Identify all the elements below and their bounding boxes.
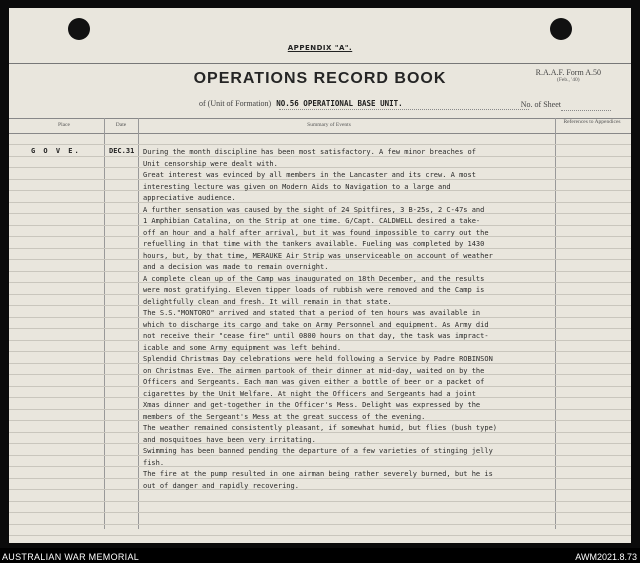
column-divider-3 bbox=[555, 118, 556, 529]
summary-of-events bbox=[143, 147, 551, 492]
sheet-dotted-line bbox=[561, 110, 611, 111]
column-header-row bbox=[9, 118, 631, 134]
event-line: A complete clean up of the Camp was inaugurated on 18th December, and the results bbox=[143, 274, 485, 283]
appendix-heading: APPENDIX "A". bbox=[287, 44, 353, 52]
event-line: out of danger and rapidly recovering. bbox=[143, 481, 299, 490]
footer-credit: AUSTRALIAN WAR MEMORIAL bbox=[2, 552, 140, 562]
event-line: hours, but, by that time, MERAUKE Air Strip was unserviceable on account of weather bbox=[143, 251, 493, 260]
ruled-line bbox=[9, 524, 631, 525]
event-line: off an hour and a half after arrival, but it was found impossible to carry out the bbox=[143, 228, 489, 237]
punch-hole-right bbox=[550, 18, 572, 40]
record-page bbox=[9, 8, 631, 543]
column-header-summary: Summary of Events bbox=[307, 122, 351, 128]
event-line: appreciative audience. bbox=[143, 194, 236, 202]
event-line: Great interest was evinced by all members in the Lancaster and its crew. A most bbox=[143, 171, 476, 179]
event-line: delightfully clean and fresh. It will remain in that state. bbox=[143, 297, 392, 306]
form-label bbox=[536, 68, 601, 83]
page-title: OPERATIONS RECORD BOOK bbox=[193, 70, 447, 87]
event-line: Unit censorship were dealt with. bbox=[143, 159, 278, 168]
ruled-line bbox=[9, 501, 631, 502]
column-divider-1 bbox=[104, 118, 105, 529]
sheet-label: No. of Sheet bbox=[520, 100, 561, 109]
event-line: cigarettes by the Unit Welfare. At night the Officers and Sergeants had a joint bbox=[143, 389, 476, 398]
unit-dotted-line bbox=[279, 109, 529, 110]
column-header-references: References to Appendices bbox=[563, 119, 621, 125]
column-header-place: Place bbox=[58, 122, 70, 128]
event-line: refuelling in that time with the tankers available. Fueling was completed by 1430 bbox=[143, 240, 485, 248]
unit-value: NO.56 OPERATIONAL BASE UNIT. bbox=[276, 99, 403, 108]
event-line: The weather remained consistently pleasant, if somewhat humid, but flies (bush type) bbox=[143, 424, 498, 432]
event-line: During the month discipline has been most satisfactory. A few minor breaches of bbox=[143, 148, 476, 156]
form-number: R.A.A.F. Form A.50 bbox=[535, 68, 601, 77]
ruled-line bbox=[9, 535, 631, 536]
event-line: Swimming has been banned pending the departure of a few varieties of stinging jelly bbox=[143, 447, 493, 455]
event-line: and a decision was made to remain overnight. bbox=[143, 263, 329, 271]
event-line: not receive their "cease fire" until 0800 hours on that day, the task was impract- bbox=[143, 332, 489, 340]
event-line: 1 Amphibian Catalina, on the Strip at one time. G/Capt. CALDWELL desired a take- bbox=[143, 217, 481, 225]
form-date: (Feb., '40) bbox=[557, 77, 580, 83]
event-line: The S.S."MONTORO" arrived and stated that a period of ten hours was available in bbox=[143, 309, 481, 317]
event-line: members of the Sergeant's Mess at the great success of the evening. bbox=[143, 412, 426, 421]
entry-place: G O V E. bbox=[31, 147, 81, 155]
event-line: fish. bbox=[143, 458, 165, 467]
event-line: Xmas dinner and get-together in the Officer's Mess. Delight was expressed by the bbox=[143, 401, 481, 409]
entry-date: DEC.31 bbox=[109, 147, 135, 155]
event-line: on Christmas Eve. The airmen partook of their dinner at mid-day, waited on by the bbox=[143, 366, 485, 375]
column-header-date: Date bbox=[115, 122, 127, 128]
punch-hole-left bbox=[68, 18, 90, 40]
event-line: which to discharge its cargo and take on Army Personnel and equipment. As Army did bbox=[143, 320, 489, 329]
column-divider-2 bbox=[138, 118, 139, 529]
event-line: The fire at the pump resulted in one airman being rather severely burned, but he is bbox=[143, 470, 493, 478]
ruled-line bbox=[9, 144, 631, 145]
event-line: Officers and Sergeants. Each man was given either a bottle of beer or a packet of bbox=[143, 378, 485, 386]
event-line: interesting lecture was given on Modern Aids to Navigation to a large and bbox=[143, 182, 451, 191]
event-line: Splendid Christmas Day celebrations were held following a Service by Padre ROBINSON bbox=[143, 355, 493, 363]
header-rule bbox=[9, 63, 631, 64]
event-line: and mosquitoes have been very irritating. bbox=[143, 435, 316, 444]
event-line: icable and some Army equipment was left behind. bbox=[143, 343, 342, 352]
footer-accession-number: AWM2021.8.73 bbox=[575, 552, 637, 562]
unit-row bbox=[199, 99, 403, 108]
event-line: A further sensation was caused by the sight of 24 Spitfires, 3 B-25s, 2 C-47s and bbox=[143, 205, 485, 214]
event-line: were most gratifying. Eleven tipper loads of rubbish were removed and the Camp is bbox=[143, 286, 485, 294]
unit-label: of (Unit of Formation) bbox=[199, 99, 272, 108]
ruled-line bbox=[9, 512, 631, 513]
